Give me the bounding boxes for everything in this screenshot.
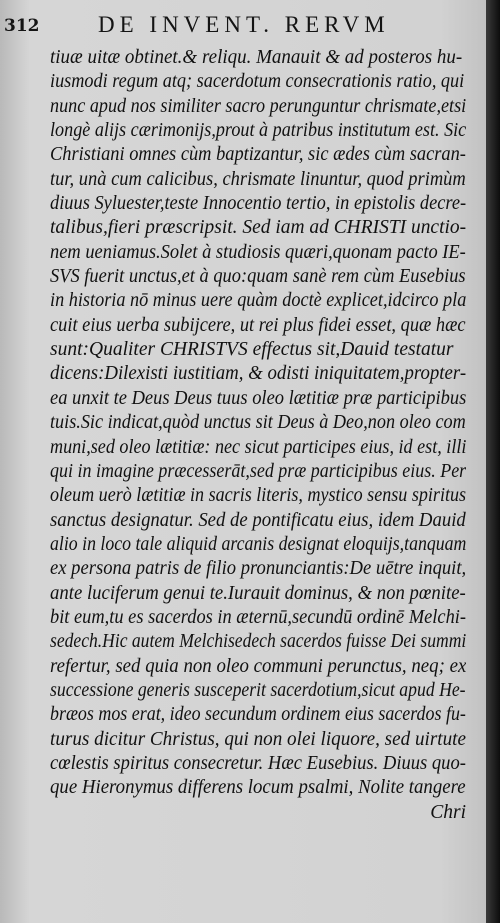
text-line: qui in imagine præcesserāt,sed præ participibus eius. Per (50, 460, 466, 482)
text-line: sedech.Hic autem Melchisedech sacerdos fuisse Dei summi (50, 631, 466, 653)
text-line: longè alijs cærimonijs,prout à patribus institutum est. Sic (50, 120, 466, 142)
page-header (0, 12, 486, 42)
text-line: diuus Syluester,teste Innocentio tertio, in epistolis decre- (50, 193, 466, 215)
text-line: ea unxit te Deus Deus tuus oleo lætitiæ præ participibus (50, 387, 466, 409)
text-block (50, 46, 466, 825)
text-line: dicens:Dilexisti iustitiam, & odisti iniquitatem,propter- (50, 363, 466, 385)
text-line: refertur, sed quia non oleo communi perunctus, neq; ex (50, 655, 466, 677)
text-line: que Hieronymus differens locum psalmi, Nolite tangere (50, 777, 466, 799)
page-edge-shadow (486, 0, 500, 923)
text-line: cœlestis spiritus consecretur. Hæc Eusebius. Diuus quo- (50, 752, 466, 774)
page-number: 312 (4, 16, 40, 36)
text-line: successione generis susceperit sacerdotium,sicut apud He- (50, 679, 466, 701)
text-line: tuis.Sic indicat,quòd unctus sit Deus à Deo,non oleo com (50, 412, 466, 434)
text-line: ex persona patris de filio pronunciantis:De uētre inquit, (50, 558, 466, 580)
text-line: oleum uerò lætitiæ in sacris literis, mystico sensu spiritus (50, 485, 466, 507)
text-line: tiuæ uitæ obtinet.& reliqu. Manauit & ad posteros hu- (50, 47, 462, 68)
text-line: bit eum,tu es sacerdos in æternū,secundū ordinē Melchi- (50, 606, 466, 628)
text-line: sunt:Qualiter CHRISTVS effectus sit,Dauid testatur (50, 339, 454, 361)
text-line: Christiani omnes cùm baptizantur, sic ædes cùm sacran- (50, 144, 466, 166)
text-line: iusmodi regum atq; sacerdotum consecrationis ratio, qui (50, 71, 464, 93)
text-line: in historia nō minus uere quàm doctè explicet,idcirco pla (50, 290, 466, 312)
text-line: turus dicitur Christus, qui non olei liquore, sed uirtute (50, 728, 466, 750)
text-line: bræos mos erat, ideo secundum ordinem eius sacerdos fu- (50, 704, 466, 726)
text-line: sanctus designatur. Sed de pontificatu eius, idem Dauid (50, 509, 466, 531)
text-line: cuit eius uerba subijcere, ut rei plus fidei esset, quæ hæc (50, 314, 466, 336)
text-line: alio in loco tale aliquid arcanis designat eloquijs,tanquam (50, 533, 466, 555)
text-line: SVS fuerit unctus,et à quo:quam sanè rem cùm Eusebius (50, 266, 466, 288)
text-line: tur, unà cum calicibus, chrismate linuntur, quod primùm (50, 168, 466, 190)
running-head: DE INVENT. RERVM (98, 12, 390, 37)
text-line: nunc apud nos similiter sacro perunguntur chrismate,etsi (50, 95, 466, 117)
text-line: nem ueniamus.Solet à studiosis quæri,quonam pacto IE- (50, 241, 466, 263)
text-line: muni,sed oleo lætitiæ: nec sicut participes eius, id est, illi (50, 436, 466, 458)
text-line: ante luciferum genui te.Iurauit dominus, & non pœnite- (50, 582, 466, 604)
text-line: talibus,fieri præscripsit. Sed iam ad CHRISTI unctio- (50, 217, 466, 239)
catchword: Chri (430, 801, 466, 823)
